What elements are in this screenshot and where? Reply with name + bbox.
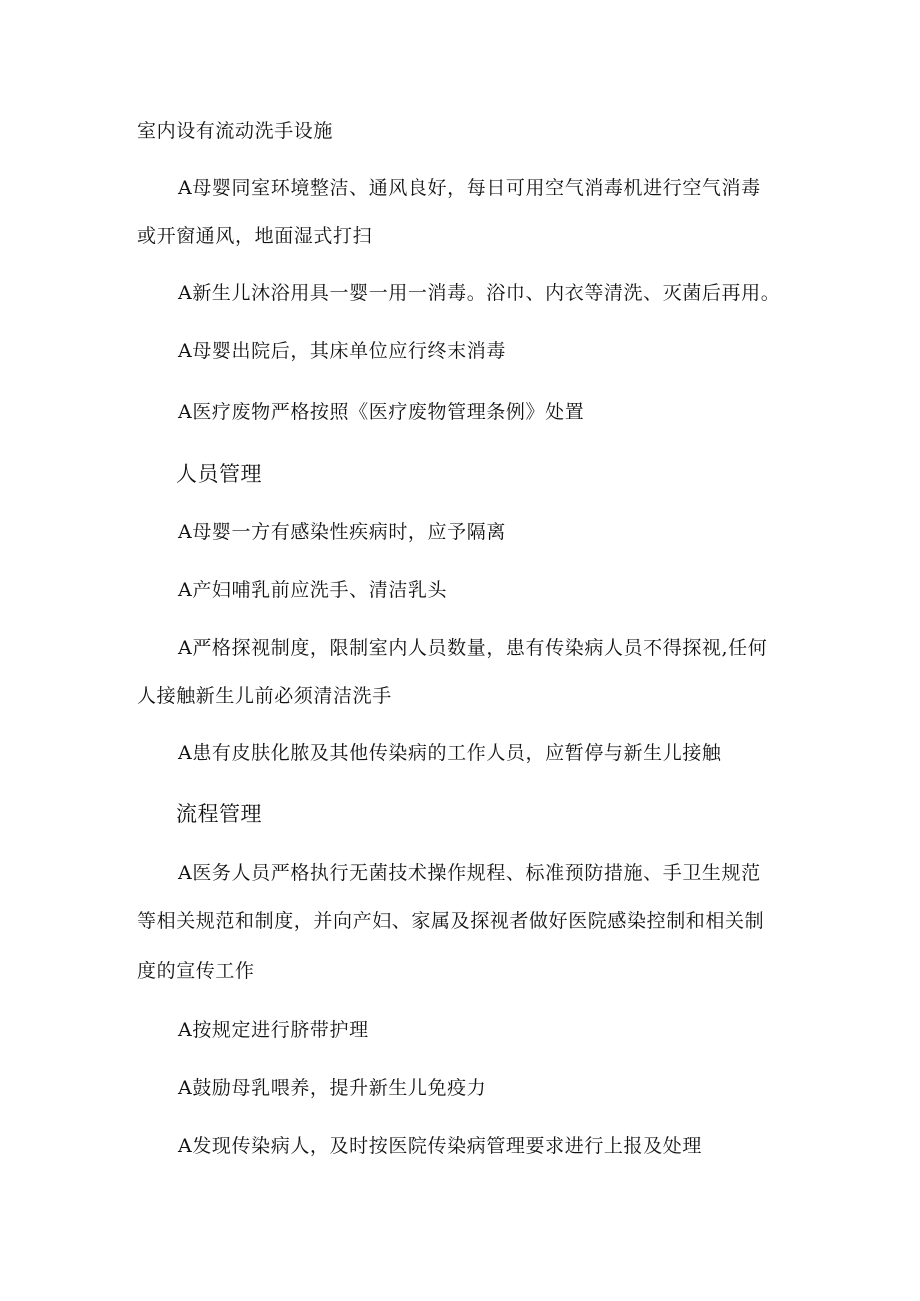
paragraph-line: A母婴一方有感染性疾病时，应予隔离: [178, 521, 506, 543]
paragraph-line: A鼓励母乳喂养，提升新生儿免疫力: [178, 1077, 487, 1099]
section-heading-process: 流程管理: [176, 802, 262, 826]
paragraph-line: A患有皮肤化脓及其他传染病的工作人员，应暂停与新生儿接触: [178, 742, 722, 764]
paragraph-line: 人接触新生儿前必须清洁洗手: [137, 685, 392, 707]
paragraph-line: A医疗废物严格按照《医疗废物管理条例》处置: [178, 401, 585, 423]
paragraph-line: 度的宣传工作: [137, 960, 255, 982]
paragraph-line: 室内设有流动洗手设施: [137, 120, 334, 142]
paragraph-line: 或开窗通风，地面湿式打扫: [137, 225, 373, 247]
paragraph-line: 等相关规范和制度，并向产妇、家属及探视者做好医院感染控制和相关制: [137, 910, 765, 932]
paragraph-line: A母婴同室环境整洁、通风良好，每日可用空气消毒机进行空气消毒: [178, 177, 761, 199]
paragraph-line: A医务人员严格执行无菌技术操作规程、标准预防措施、手卫生规范: [178, 862, 761, 884]
section-heading-personnel: 人员管理: [176, 462, 262, 486]
paragraph-line: A新生儿沐浴用具一婴一用一消毒。浴巾、内衣等清洗、灭菌后再用。: [178, 282, 781, 304]
paragraph-line: A按规定进行脐带护理: [178, 1019, 369, 1041]
paragraph-line: A产妇哺乳前应洗手、清洁乳头: [178, 579, 448, 601]
paragraph-line: A发现传染病人，及时按医院传染病管理要求进行上报及处理: [178, 1135, 702, 1157]
paragraph-line: A严格探视制度，限制室内人员数量，患有传染病人员不得探视,任何: [178, 637, 768, 659]
paragraph-line: A母婴出院后，其床单位应行终末消毒: [178, 340, 506, 362]
